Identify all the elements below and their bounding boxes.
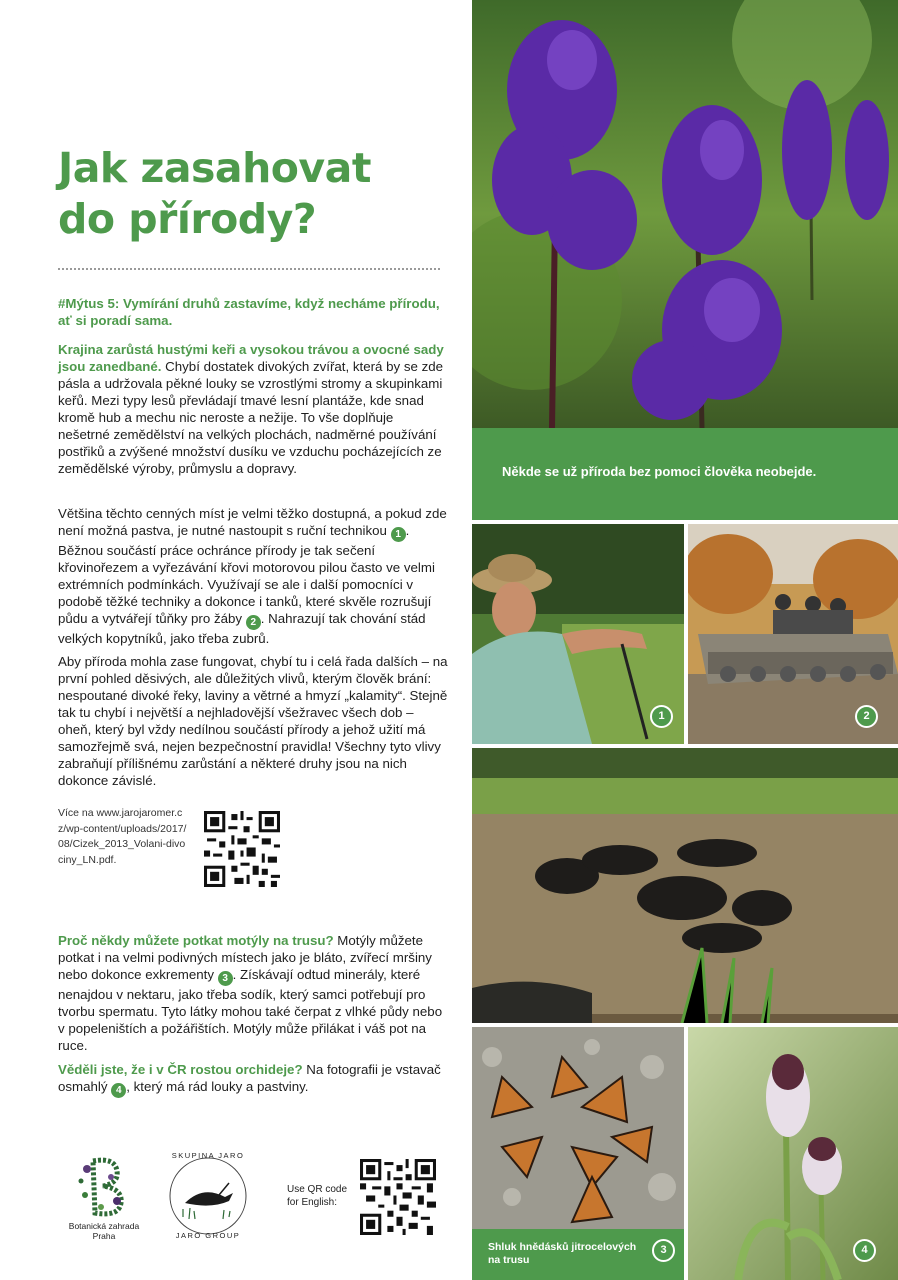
myth-heading: #Mýtus 5: Vymírání druhů zastavíme, když necháme přírodu, ať si poradí sama. — [58, 296, 440, 328]
english-qr-label: Use QR code for English: — [287, 1184, 348, 1208]
qr-code-article[interactable] — [204, 811, 280, 887]
paragraph-4: Proč někdy můžete potkat motýly na trusu? Motýly můžete potkat i na velmi podivných místech jako je bláto, zvířecí mršiny nebo dokonce exkrementy 3 . Získávají odtud minerály, které nenajdou v nektaru, jako třeba sodík, který samci potřebují pro tvorbu spermatu. Tyto látky mohou také čerpat z vlhké půdy nebo v popeleništích a požářištích. Motýly může přilákat i váš pot na ruce. — [58, 933, 443, 1053]
dotted-divider — [58, 268, 440, 270]
more-info-link[interactable]: Více na www.jarojaromer.cz/wp-content/uploads/2017/08/Cizek_2013_Volani-divociny_LN.pdf. — [58, 807, 187, 866]
reference-badge-3: 3 — [218, 971, 233, 986]
jaro-logo-bottom-text: JARO GROUP — [175, 1231, 241, 1240]
paragraph-5: Věděli jste, že i v ČR rostou orchideje? Na fotografii je vstavač osmahlý 4 , který má rád louky a pastviny. — [58, 1062, 441, 1096]
photo-badge-1: 1 — [650, 705, 673, 728]
photo-water-buffaloes — [472, 748, 898, 1023]
banner-text: Někde se už příroda bez pomoci člověka neobejde. — [502, 464, 817, 479]
photo-badge-2: 2 — [855, 705, 878, 728]
jaro-group-logo — [163, 1153, 253, 1239]
paragraph-2: Většina těchto cenných míst je velmi těžko dostupná, a pokud zde není možná pastva, je nutné nastoupit s ruční technikou 1 . Běžnou součástí práce ochránce přírody je tak sečení křovinořezem a vyřezávání křovi motorovou pilou často ve velmi extrémních podmínkách. Využívají se ale i další pomocníci v podobě těžké techniky a dokonce i tanků, které skvěle rozrušují půdu a vytvářejí tůňky pro žáby 2 . Nahrazují tak chování stád velkých kopytníků, jako třeba zubrů. — [58, 506, 447, 646]
botanic-garden-label: Botanická zahrada Praha — [68, 1221, 140, 1241]
green-banner — [472, 428, 898, 520]
qr-code-english[interactable] — [360, 1159, 436, 1235]
botanic-garden-logo — [73, 1155, 133, 1219]
reference-badge-2: 2 — [246, 615, 261, 630]
page-title: Jak zasahovat do přírody? — [58, 144, 371, 243]
reference-badge-4: 4 — [111, 1083, 126, 1098]
photo-badge-3: 3 — [652, 1239, 675, 1262]
paragraph-1: Krajina zarůstá hustými keři a vysokou trávou a ovocné sady jsou zanedbané. Chybí dostatek divokých zvířat, která by se zde pásla a udržovala pěkné louky se vzrostlými stromy a skupinkami keřů. Mezi typy lesů převládají tmavé lesní plantáže, kde snad kromě hub a mechu nic neroste a nežije. To vše doplňuje nešetrné zemědělství na velkých plochách, nadměrné používání postřiků a zvýšené množství dusíku ve vzduchu pocházejících ze zemědělské výroby, průmyslu a dopravy. — [58, 342, 444, 476]
reference-badge-1: 1 — [391, 527, 406, 542]
photo-orchids — [472, 0, 898, 428]
photo-badge-4: 4 — [853, 1239, 876, 1262]
photo-butterflies — [472, 1027, 684, 1229]
paragraph-3: Aby příroda mohla zase fungovat, chybí tu i celá řada dalších – na první pohled děsivých, ale důležitých vlivů, kterým člověk brání: nespoutané divoké řeky, laviny a větrné a hmyzí „kalamity“. Stejně tak tu chybí i největší a nejhladovější všežravec všech dob – oheň, který byl vždy nedílnou součástí přírody a jehož užití má samozřejmě svá, nejen bezpečnostní pravidla! Všechny tyto vlivy zabraňují přílišnému zarůstání a některé druhy jsou na nich dokonce závislé. — [58, 654, 448, 788]
jaro-logo-top-text: SKUPINA JARO — [171, 1151, 245, 1160]
caption-text: Shluk hnědásků jitrocelových na trusu — [488, 1241, 637, 1266]
